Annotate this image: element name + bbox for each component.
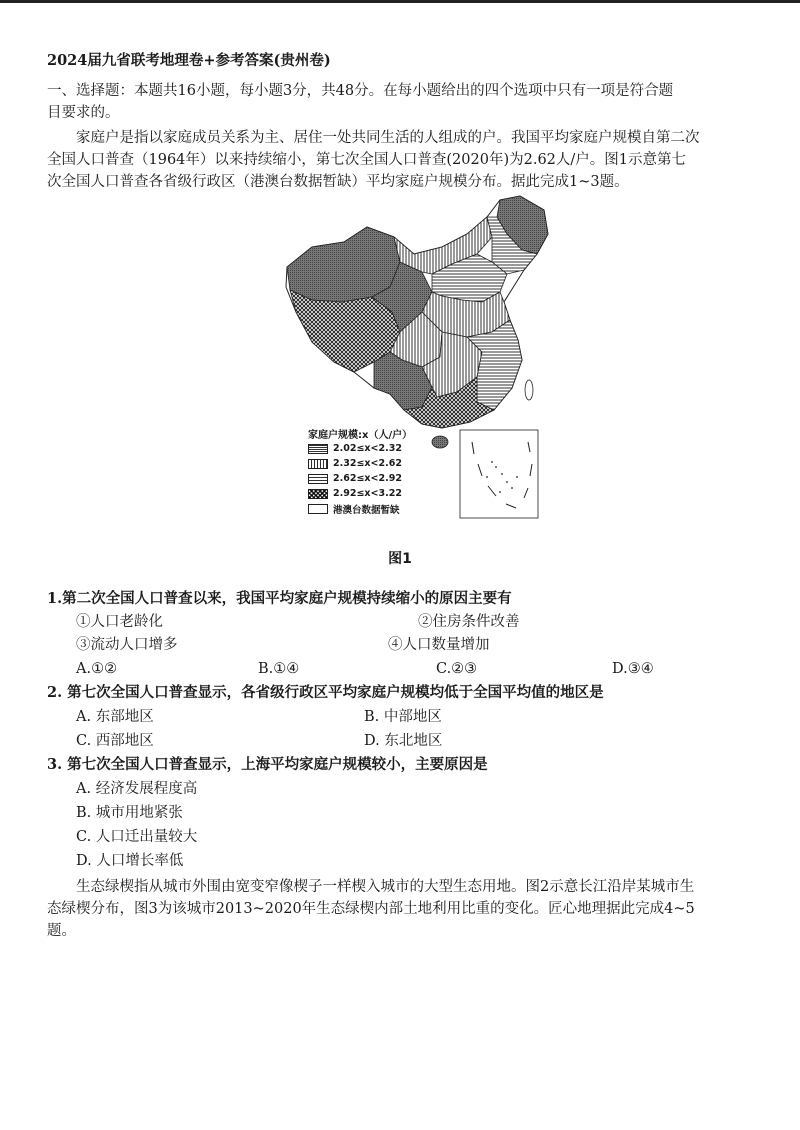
question-1-item-2: ②住房条件改善 — [418, 614, 520, 630]
question-3-option-a: A. 经济发展程度高 — [76, 781, 198, 797]
top-border-line — [0, 0, 800, 3]
legend-title: 家庭户规模:x（人/户） — [308, 430, 413, 441]
question-1-stem: 1.第二次全国人口普查以来，我国平均家庭户规模持续缩小的原因主要有 — [47, 590, 512, 607]
region-hainan — [432, 436, 448, 448]
map-legend — [308, 426, 412, 516]
question-3-option-d: D. 人口增长率低 — [76, 853, 184, 869]
passage2-line3: 题。 — [47, 923, 76, 939]
passage1-line1: 家庭户是指以家庭成员关系为主、居住一处共同生活的人组成的户。我国平均家庭户规模自第二次 — [76, 130, 700, 146]
section-intro-cont: 目要求的。 — [47, 105, 120, 121]
question-2-option-c: C. 西部地区 — [76, 733, 154, 749]
question-2-stem: 2. 第七次全国人口普查显示，各省级行政区平均家庭户规模均低于全国平均值的地区是 — [47, 684, 604, 701]
legend-item: 2.62≤x<2.92 — [308, 471, 412, 486]
question-1-item-1: ①人口老龄化 — [76, 614, 163, 630]
question-3-option-b: B. 城市用地紧张 — [76, 805, 183, 821]
legend-item: 2.02≤x<2.32 — [308, 441, 412, 456]
question-3-stem: 3. 第七次全国人口普查显示，上海平均家庭户规模较小，主要原因是 — [47, 756, 488, 773]
question-2-option-b: B. 中部地区 — [364, 709, 442, 725]
legend-item: 港澳台数据暂缺 — [308, 501, 412, 516]
figure-caption: 图1 — [388, 551, 412, 567]
question-1-option-c: C.②③ — [436, 661, 478, 677]
question-1-option-b: B.①④ — [258, 661, 300, 677]
legend-swatch — [308, 504, 328, 514]
question-2-option-d: D. 东北地区 — [364, 733, 443, 749]
legend-swatch — [308, 444, 328, 454]
legend-swatch — [308, 474, 328, 484]
question-1-item-4: ④人口数量增加 — [388, 637, 490, 653]
question-1-option-d: D.③④ — [612, 661, 654, 677]
question-1-item-3: ③流动人口增多 — [76, 637, 178, 653]
question-2-option-a: A. 东部地区 — [76, 709, 154, 725]
passage2-line2: 态绿楔分布，图3为该城市2013~2020年生态绿楔内部土地利用比重的变化。匠心地理据此完成4~5 — [47, 901, 695, 917]
legend-item: 2.92≤x<3.22 — [308, 486, 412, 501]
passage2-line1: 生态绿楔指从城市外围由宽变窄像楔子一样楔入城市的大型生态用地。图2示意长江沿岸某城市生 — [76, 879, 695, 895]
region-taiwan — [525, 380, 533, 400]
section-intro: 一、选择题：本题共16小题，每小题3分，共48分。在每小题给出的四个选项中只有一项是符合题 — [47, 83, 674, 99]
legend-swatch — [308, 489, 328, 499]
legend-swatch — [308, 459, 328, 469]
passage1-line3: 次全国人口普查各省级行政区（港澳台数据暂缺）平均家庭户规模分布。据此完成1~3题。 — [47, 174, 629, 190]
legend-item: 2.32≤x<2.62 — [308, 456, 412, 471]
question-3-option-c: C. 人口迁出量较大 — [76, 829, 198, 845]
document-title: 2024届九省联考地理卷+参考答案(贵州卷) — [47, 52, 331, 69]
question-1-option-a: A.①② — [76, 661, 118, 677]
passage1-line2: 全国人口普查（1964年）以来持续缩小，第七次全国人口普查(2020年)为2.62人/户。图1示意第七 — [47, 152, 687, 168]
